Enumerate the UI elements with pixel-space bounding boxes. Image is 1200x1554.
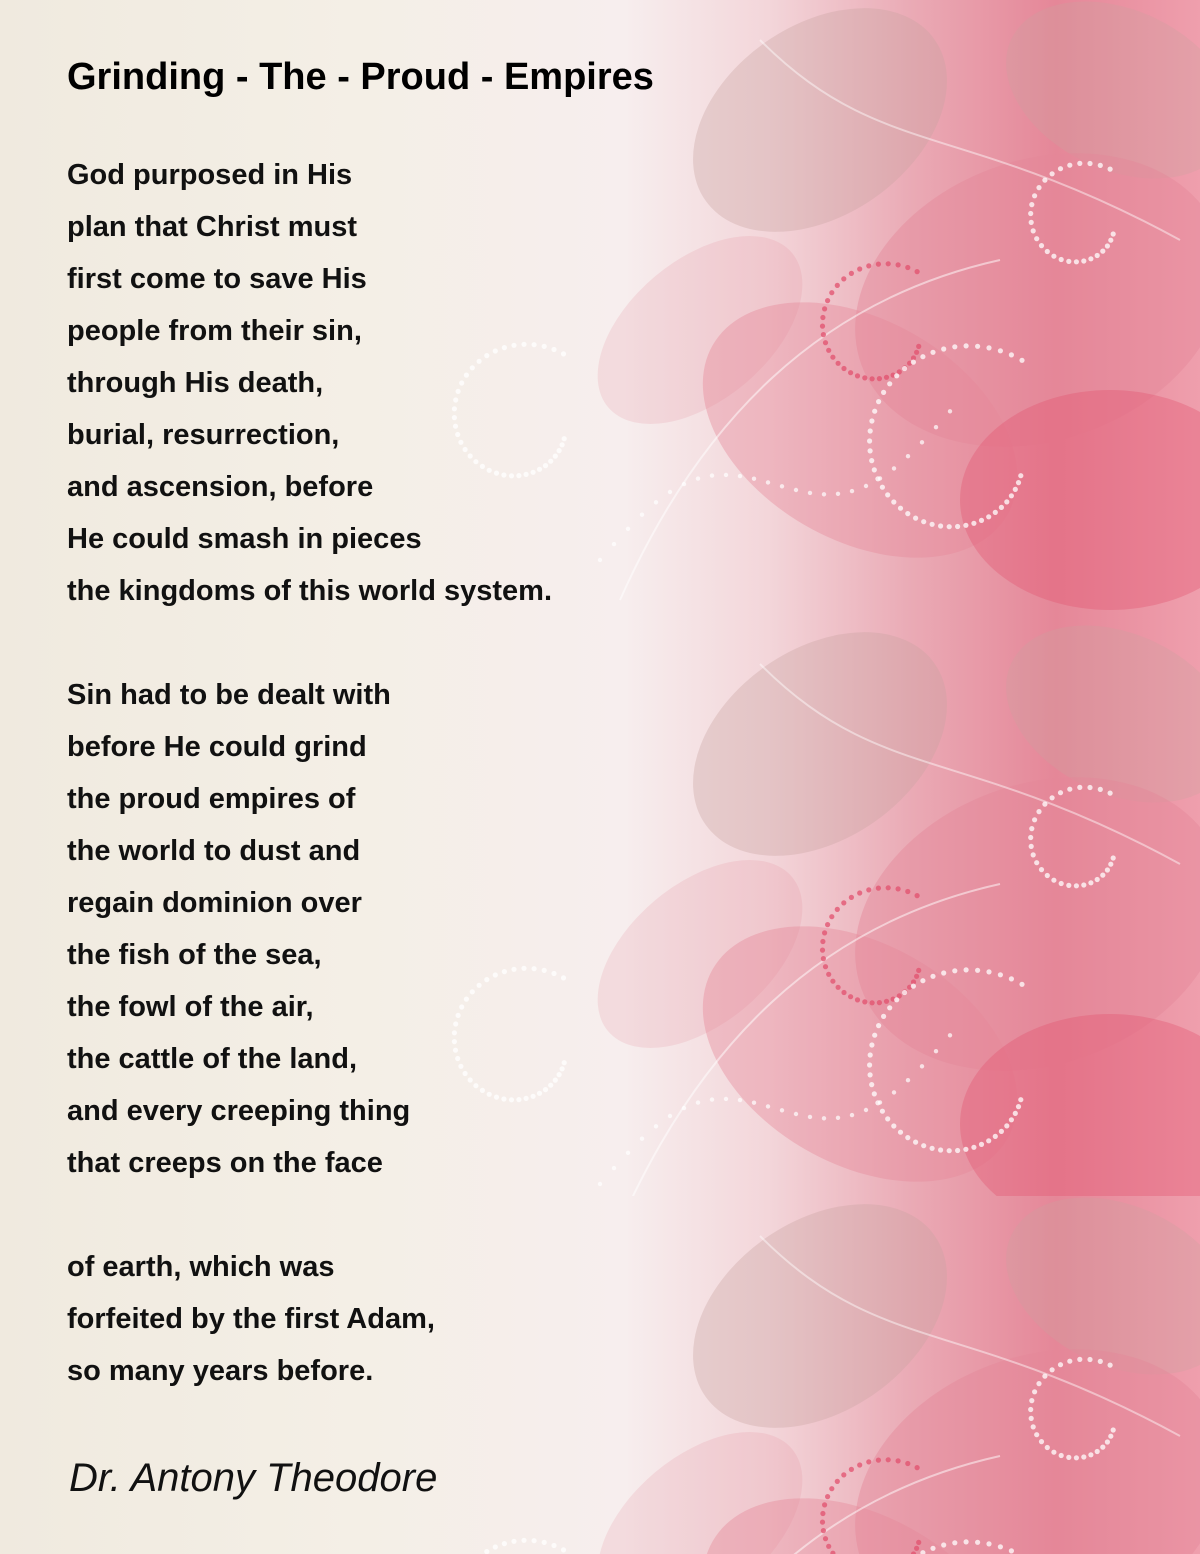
poem-line: the kingdoms of this world system. xyxy=(67,575,553,607)
poem-line: regain dominion over xyxy=(67,887,362,919)
stanza-1 xyxy=(67,149,552,617)
poem-line: the proud empires of xyxy=(67,783,356,815)
poem-line: God purposed in His xyxy=(67,159,353,191)
poem-line: Sin had to be dealt with xyxy=(67,679,391,711)
poem-line: and ascension, before xyxy=(67,471,374,503)
stanza-3 xyxy=(67,1241,435,1397)
poem-line: the fowl of the air, xyxy=(67,991,314,1023)
poem-line: of earth, which was xyxy=(67,1251,335,1283)
poem-line: through His death, xyxy=(67,367,324,399)
poem-line: plan that Christ must xyxy=(67,211,358,243)
poem-line: before He could grind xyxy=(67,731,367,763)
poem-line: burial, resurrection, xyxy=(67,419,340,451)
author-signature: Dr. Antony Theodore xyxy=(69,1456,438,1500)
poem-line: people from their sin, xyxy=(67,315,362,347)
poem-line: so many years before. xyxy=(67,1355,374,1387)
poem-line: He could smash in pieces xyxy=(67,523,422,555)
poem-line: the cattle of the land, xyxy=(67,1043,358,1075)
poem-line: the world to dust and xyxy=(67,835,361,867)
poem-line: that creeps on the face xyxy=(67,1147,383,1179)
poem-line: first come to save His xyxy=(67,263,367,295)
stanza-2 xyxy=(67,669,410,1189)
poem-line: the fish of the sea, xyxy=(67,939,322,971)
poem-line: forfeited by the first Adam, xyxy=(67,1303,435,1335)
poem-title: Grinding - The - Proud - Empires xyxy=(67,56,654,98)
poem-line: and every creeping thing xyxy=(67,1095,411,1127)
